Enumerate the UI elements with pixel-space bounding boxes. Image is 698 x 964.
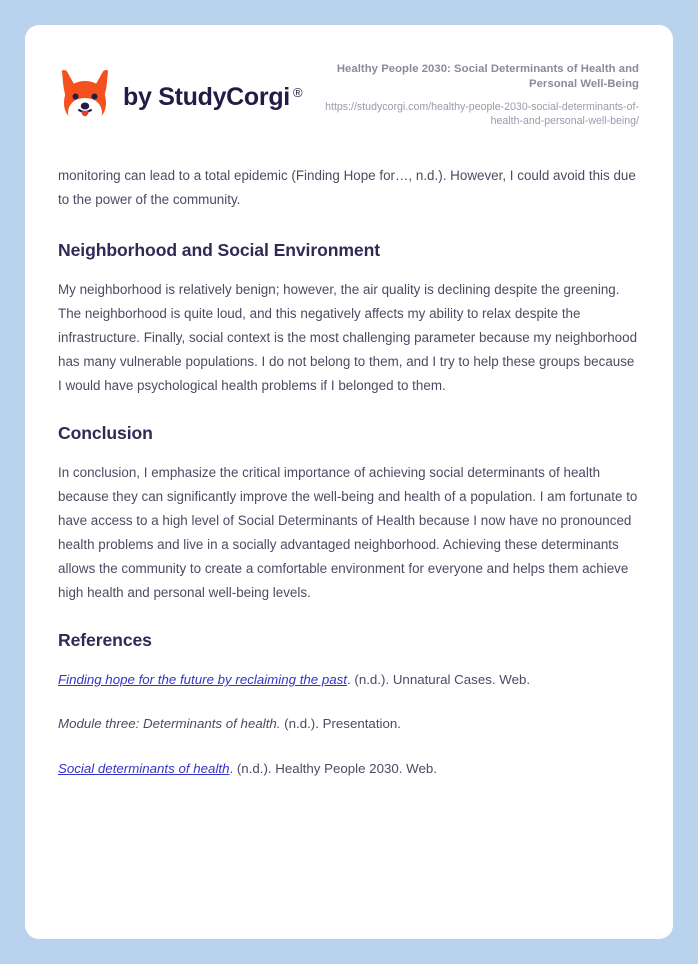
reference-item <box>58 712 639 735</box>
references-list <box>58 668 639 780</box>
intro-paragraph: monitoring can lead to a total epidemic (Finding Hope for…, n.d.). However, I could avoid this due to the power of the community. <box>58 168 636 208</box>
brand-wordmark <box>123 82 303 111</box>
brand-name-text: by StudyCorgi <box>123 82 290 111</box>
section-heading-conclusion: Conclusion <box>58 423 153 444</box>
reference-detail: (n.d.). Presentation. <box>280 716 401 732</box>
section-heading-neighborhood: Neighborhood and Social Environment <box>58 240 381 261</box>
registered-trademark-icon: ® <box>292 84 303 100</box>
header-meta <box>302 55 639 128</box>
section-heading-references: References <box>58 630 152 651</box>
reference-link[interactable]: Finding hope for the future by reclaiming the past <box>58 672 348 688</box>
document-header <box>25 25 673 128</box>
document-body <box>25 164 673 780</box>
reference-detail: . (n.d.). Healthy People 2030. Web. <box>229 760 437 776</box>
reference-detail: . (n.d.). Unnatural Cases. Web. <box>347 672 531 688</box>
section-paragraph-conclusion: In conclusion, I emphasize the critical importance of achieving social determinants of health because they can significantly improve the well-being and health of a population. I am fortunate to have access to a high level of Social Determinants of Health because I now have no pronounced health problems and live in a socially advantaged neighborhood. Achieving these determinants allows the community to create a comfortable environment for everyone and helps them achieve high health and personal well-being levels. <box>58 465 638 601</box>
document-card <box>25 25 673 939</box>
reference-title: Module three: Determinants of health. <box>58 716 281 732</box>
section-paragraph-neighborhood: My neighborhood is relatively benign; however, the air quality is declining despite the greening. The neighborhood is quite loud, and this negatively affects my ability to relax despite the infrastructure. Finally, social context is the most challenging parameter because my neighborhood has many vulnerable populations. I do not belong to them, and I try to help these groups because I would have psychological health problems if I belonged to them. <box>58 282 638 394</box>
corgi-face-icon <box>58 69 112 125</box>
reference-item <box>58 668 639 691</box>
brand-logo[interactable] <box>58 55 302 125</box>
reference-item <box>58 757 639 780</box>
document-title: Healthy People 2030: Social Determinants of Health and Personal Well-Being <box>336 63 639 91</box>
reference-link[interactable]: Social determinants of health <box>58 760 230 776</box>
document-url[interactable]: https://studycorgi.com/healthy-people-2030-social-determinants-of-health-and-personal-well-being/ <box>325 100 639 127</box>
